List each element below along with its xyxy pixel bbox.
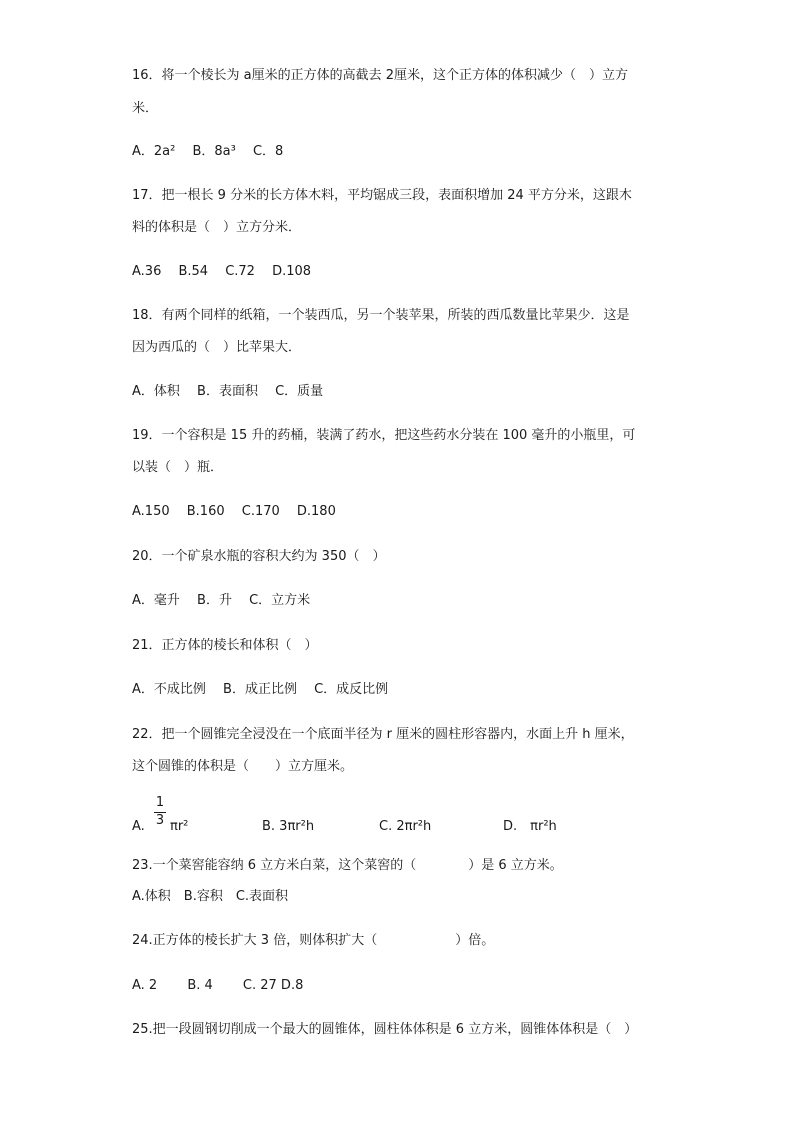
fraction-numerator: 1 [155, 795, 165, 810]
fraction-denominator: 3 [155, 813, 165, 828]
question-25-line-1: 25.把一段圆钢切削成一个最大的圆锥体，圆柱体体积是 6 立方米，圆锥体体积是（ ） [132, 1022, 638, 1037]
question-18-options: A．体积 B．表面积 C．质量 [132, 384, 324, 399]
question-23-options: A.体积 B.容积 C.表面积 [132, 889, 289, 904]
question-22-option-c: C. 2πr²h [379, 819, 432, 834]
question-17-options: A.36 B.54 C.72 D.108 [132, 264, 312, 279]
question-21-line-1: 21．正方体的棱长和体积（ ） [132, 638, 318, 653]
question-22-option-a-rest: πr² [170, 819, 189, 834]
question-17-line-2: 料的体积是（ ）立方分米． [132, 220, 302, 235]
question-24-line-1: 24.正方体的棱长扩大 3 倍，则体积扩大（ ）倍。 [132, 933, 495, 948]
question-24-options: A. 2 B. 4 C. 27 D.8 [132, 978, 304, 993]
question-20-options: A．毫升 B．升 C．立方米 [132, 593, 311, 608]
question-17-line-1: 17．把一根长 9 分米的长方体木料，平均锯成三段，表面积增加 24 平方分米，这跟木 [132, 188, 632, 203]
question-21-options: A．不成比例 B．成正比例 C．成反比例 [132, 682, 389, 697]
question-19-line-2: 以装（ ）瓶． [132, 460, 224, 475]
question-22-option-b: B. 3πr²h [262, 819, 315, 834]
question-22-line-1: 22．把一个圆锥完全浸没在一个底面半径为 r 厘米的圆柱形容器内，水面上升 h 厘米， [132, 727, 634, 742]
question-19-options: A.150 B.160 C.170 D.180 [132, 504, 336, 519]
question-23-line-1: 23.一个菜窖能容纳 6 立方米白菜，这个菜窖的（ ）是 6 立方米。 [132, 858, 563, 873]
question-16-line-2: 米． [132, 101, 159, 116]
question-18-line-2: 因为西瓜的（ ）比苹果大． [132, 340, 302, 355]
question-20-line-1: 20．一个矿泉水瓶的容积大约为 350（ ） [132, 549, 386, 564]
question-19-line-1: 19．一个容积是 15 升的药桶，装满了药水，把这些药水分装在 100 毫升的小瓶里，可 [132, 428, 636, 443]
question-22-option-d: D. πr²h [503, 819, 557, 834]
question-22-line-2: 这个圆锥的体积是（ ）立方厘米。 [132, 759, 354, 774]
question-22-option-a-label: A. [132, 819, 145, 834]
question-16-options: A．2a² B．8a³ C．8 [132, 144, 284, 159]
question-16-line-1: 16．将一个棱长为 a厘米的正方体的高截去 2厘米，这个正方体的体积减少（ ）立方 [132, 68, 629, 83]
question-18-line-1: 18．有两个同样的纸箱，一个装西瓜，另一个装苹果，所装的西瓜数量比苹果少．这是 [132, 308, 630, 323]
